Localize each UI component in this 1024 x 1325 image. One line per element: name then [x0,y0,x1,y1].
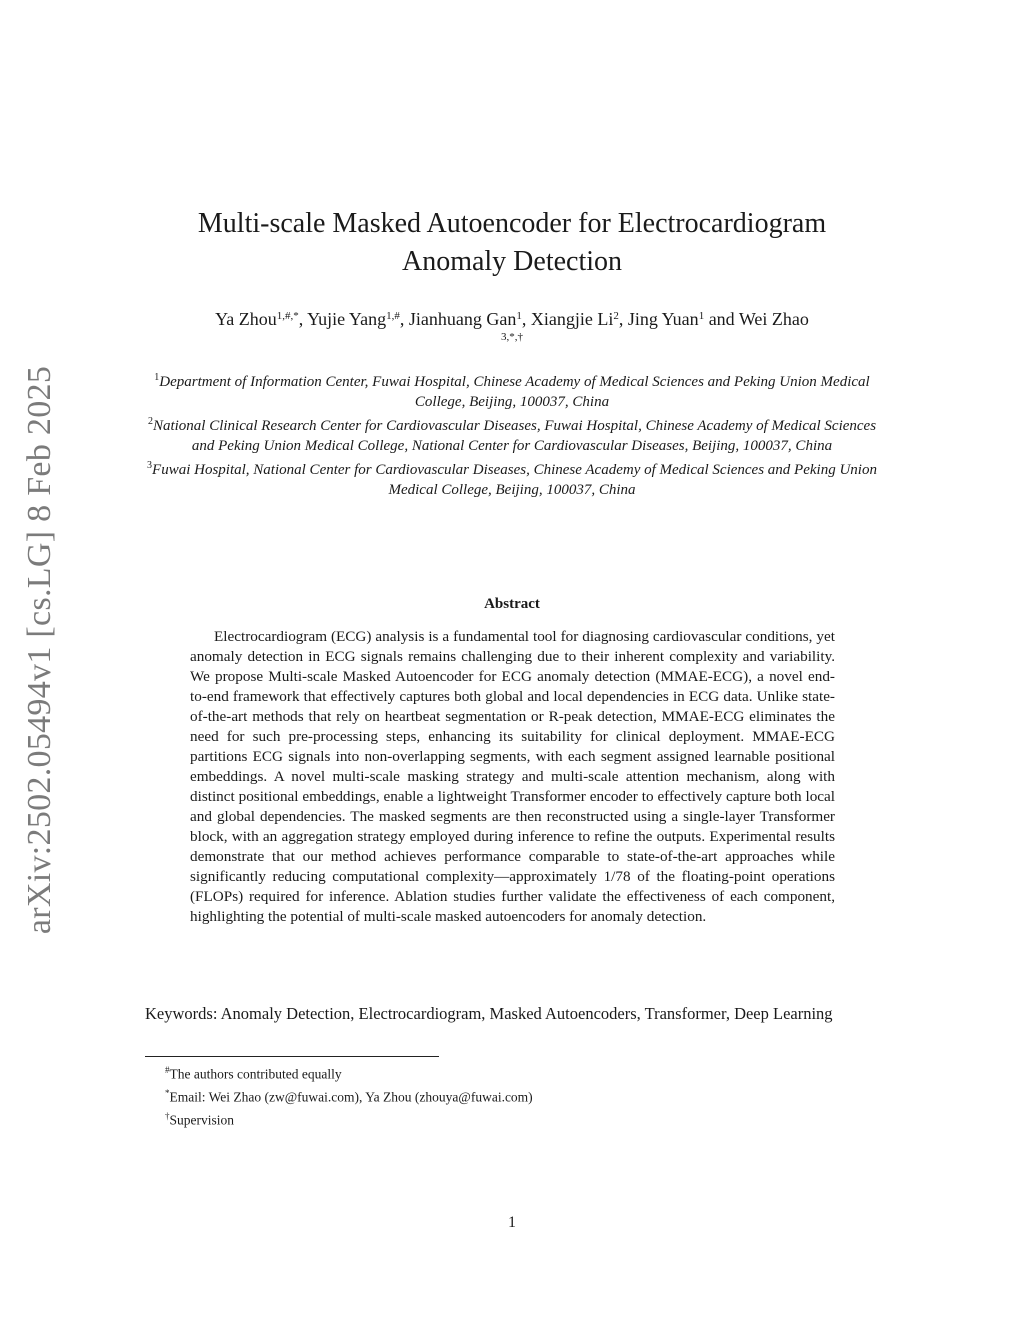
author-affiliation-mark: 1 [698,310,705,322]
footnote-mark: # [165,1065,170,1075]
author-name: Ya Zhou [215,309,277,330]
affiliation-number: 1 [154,372,160,383]
author-affiliation-mark: 3,*,† [501,331,523,344]
footnote-mark: * [165,1087,170,1098]
page-number: 1 [508,1214,516,1231]
footnotes [165,1061,865,1130]
affiliation [140,368,884,412]
affiliation-list [140,368,884,500]
footnote-mark: † [165,1110,170,1121]
affiliation [140,456,884,500]
author-name: Jianhuang Gan [408,309,517,330]
keywords: Keywords: Anomaly Detection, Electrocardiogram, Masked Autoencoders, Transformer, Deep Learning [145,1004,833,1023]
author-affiliation-mark: 1,# [386,310,400,322]
affiliation-text: National Clinical Research Center for Cardiovascular Diseases, Fuwai Hospital, Chinese Academy of Medical Sciences and Peking Union Medical College, National Center for Cardiovascular Diseases, Beijing, 100037, China [152,418,877,454]
footnote-text: The authors contributed equally [169,1066,342,1082]
paper-title [140,205,884,281]
author-name: Wei Zhao [738,309,809,330]
author-conjunction: and [708,309,735,330]
affiliation-number: 2 [147,416,153,427]
title-line-2: Anomaly Detection [401,246,623,277]
title-line-1: Multi-scale Masked Autoencoder for Electrocardiogram [197,208,827,239]
affiliation-number: 3 [147,460,153,471]
author-name: Jing Yuan [627,309,699,330]
affiliation-text: Department of Information Center, Fuwai Hospital, Chinese Academy of Medical Sciences and Peking Union Medical College, Beijing, 100037, China [159,374,870,410]
footnote [165,1084,865,1107]
abstract-heading: Abstract [484,596,540,612]
footnote [165,1107,865,1130]
footnote [165,1061,865,1084]
author-name: Yujie Yang [307,309,387,330]
author-affiliation-mark: 1 [516,310,522,322]
author-affiliation-mark: 2 [613,310,619,322]
affiliation-text: Fuwai Hospital, National Center for Cardiovascular Diseases, Chinese Academy of Medical Sciences and Peking Union Medical College, Beijing, 100037, China [152,462,877,498]
author-affiliation-mark: 1,#,* [276,310,299,322]
footnote-rule [145,1056,439,1057]
footnote-text: Supervision [169,1112,235,1128]
abstract-text: Electrocardiogram (ECG) analysis is a fundamental tool for diagnosing cardiovascular conditions, yet anomaly detection in ECG signals remains challenging due to their inherent complexity and variability. We propose Multi-scale Masked Autoencoder for ECG anomaly detection (MMAE-ECG), a novel end-to-end framework that effectively captures both global and local dependencies in ECG data. Unlike state-of-the-art methods that rely on heartbeat segmentation or R-peak detection, MMAE-ECG eliminates the need for such pre-processing steps, enhancing its suitability for clinical deployment. MMAE-ECG partitions ECG signals into non-overlapping segments, with each segment assigned learnable positional embeddings. A novel multi-scale masking strategy and multi-scale attention mechanism, along with distinct positional embeddings, enable a lightweight Transformer encoder to effectively capture both local and global dependencies. The masked segments are then reconstructed using a single-layer Transformer block, with an aggregation strategy employed during inference to refine the outputs. Experimental results demonstrate that our method achieves performance comparable to state-of-the-art approaches while significantly reducing computational complexity—approximately 1/78 of the floating-point operations (FLOPs) required for inference. Ablation studies further validate the effectiveness of each component, highlighting the potential of multi-scale masked autoencoders for anomaly detection. [190,628,835,925]
footnote-text: Email: Wei Zhao (zw@fuwai.com), Ya Zhou (zhouya@fuwai.com) [169,1089,533,1105]
affiliation [140,412,884,456]
author-name: Xiangjie Li [530,309,614,330]
arxiv-identifier: arXiv:2502.05494v1 [cs.LG] 8 Feb 2025 [21,365,58,935]
author-list: Ya Zhou$^{1,\#,*}$, Yujie Yang$^{1,\#}$, Jianhuang Gan$^1$, Xiangjie Li$^2$, Jing Yuan$^1$ and Wei Zhao 3,*,† [140,303,884,342]
